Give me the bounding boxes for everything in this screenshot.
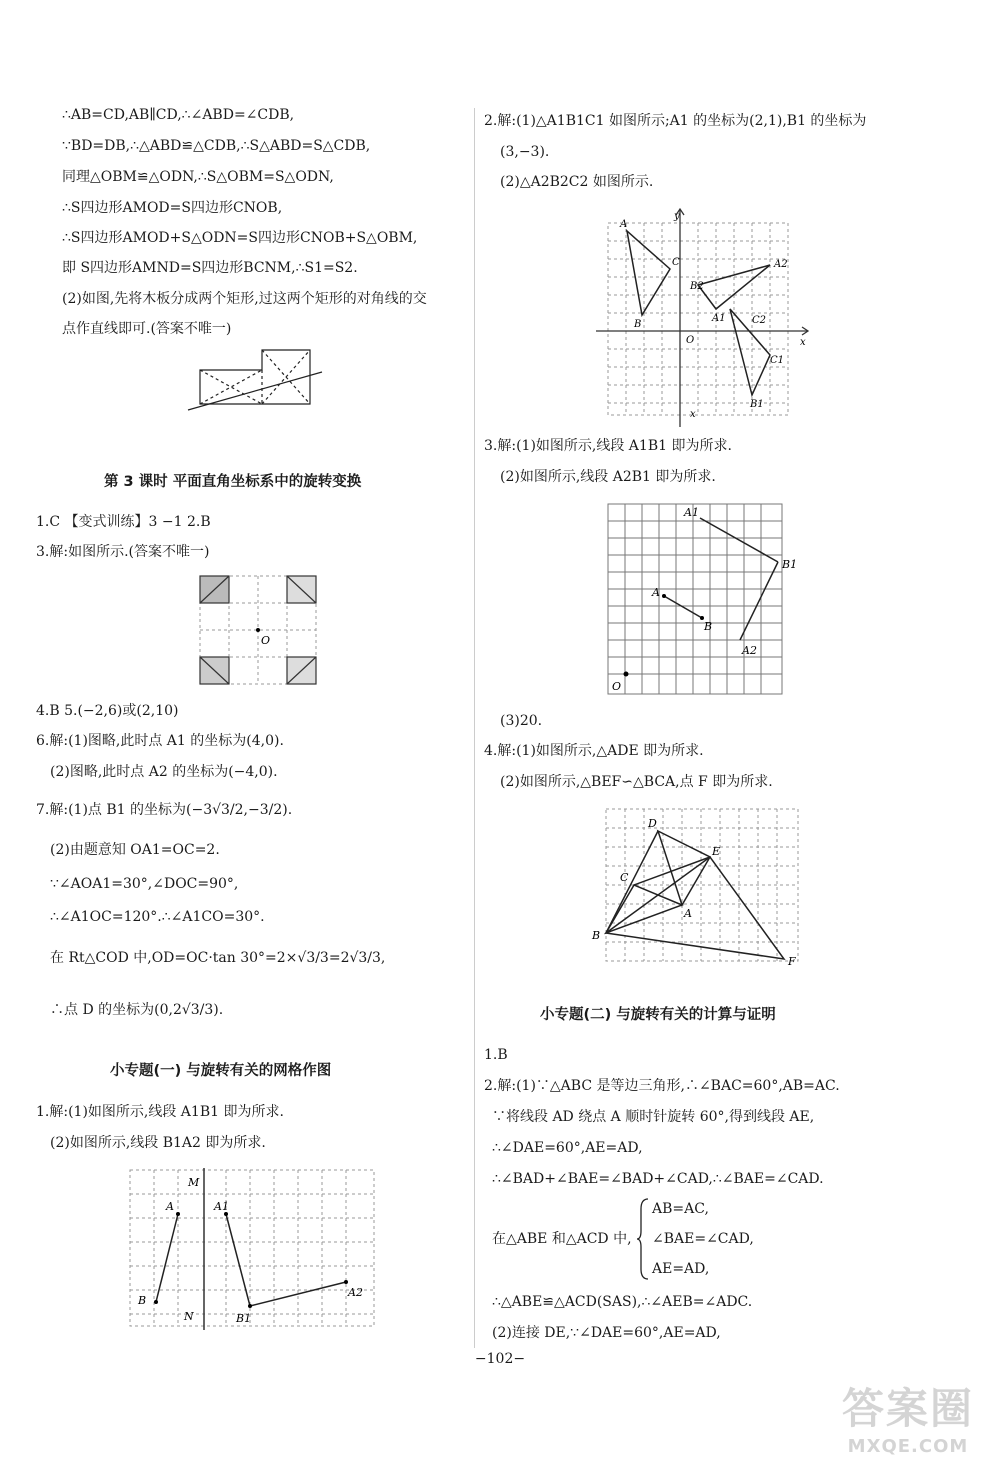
right-text-line: ∵将线段 AD 绕点 A 顺时针旋转 60°,得到线段 AE, [492,1109,815,1125]
label-A2: A2 [774,259,788,270]
right-text-line: 2.解:(1)△A1B1C1 如图所示;A1 的坐标为(2,1),B1 的坐标为 [484,113,867,129]
right-text-line: (2)如图所示,线段 A2B1 即为所求. [500,469,716,485]
right-text-line: 在△ABE 和△ACD 中, [492,1231,632,1247]
label-C1: C1 [770,355,785,366]
right-text-line: (2)△A2B2C2 如图所示. [500,174,654,190]
label-A1: A1 [214,1200,229,1213]
label-F: F [788,955,796,968]
label-B: B [138,1294,147,1307]
left-text-line: (2)如图,先将木板分成两个矩形,过这两个矩形的对角线的交 [62,291,427,307]
left-text-line: (2)图略,此时点 A2 的坐标为(−4,0). [50,764,278,780]
figure-similar-triangles [590,805,802,971]
left-text-line: 1.C 【变式训练】3 −1 2.B [36,514,211,530]
left-text-line: ∵BD=DB,∴△ABD≌△CDB,∴S△ABD=S△CDB, [62,138,371,154]
left-text-line: ∵∠AOA1=30°,∠DOC=90°, [50,876,239,892]
left-text-line: 点作直线即可.(答案不唯一) [62,321,232,337]
right-text-line: ∴∠DAE=60°,AE=AD, [492,1140,643,1156]
label-N: N [184,1310,194,1323]
topic-heading-1: 小专题(一) 与旋转有关的网格作图 [110,1063,332,1079]
label-A: A [166,1200,174,1213]
figure-grid-segments [126,1166,378,1332]
label-A: A [684,907,692,920]
lesson-heading: 第 3 课时 平面直角坐标系中的旋转变换 [104,474,362,490]
axis-y: y [674,211,680,222]
right-text-line: (2)如图所示,△BEF∽△BCA,点 F 即为所求. [500,774,773,790]
axis-label-x: x [690,409,696,420]
label-B1: B1 [782,558,798,571]
right-text-line: AE=AD, [652,1261,710,1277]
label-E: E [712,845,721,858]
label-B1: B1 [750,399,764,410]
left-text-line: 6.解:(1)图略,此时点 A1 的坐标为(4,0). [36,733,284,749]
column-divider [474,108,475,1348]
left-text-line: ∴∠A1OC=120°.∴∠A1CO=30°. [50,909,265,925]
right-text-line: ∴∠BAD+∠BAE=∠BAD+∠CAD,∴∠BAE=∠CAD. [492,1171,824,1187]
left-text-line: 在 Rt△COD 中,OD=OC·tan 30°=2×√3/3=2√3/3, [50,950,386,966]
right-text-line: ∠BAE=∠CAD, [652,1231,754,1247]
label-B1: B1 [236,1312,252,1325]
left-text-line: ∴S四边形AMOD=S四边形CNOB, [62,200,283,216]
label-C2: C2 [752,315,767,326]
left-text-line: (2)如图所示,线段 B1A2 即为所求. [50,1135,266,1151]
label-C: C [672,257,680,268]
right-text-line: (2)连接 DE,∵∠DAE=60°,AE=AD, [492,1325,721,1341]
label-B: B [592,929,601,942]
left-text-line: 7.解:(1)点 B1 的坐标为(−3√3/2,−3/2). [36,802,293,818]
label-B: B [634,319,642,330]
label-C: C [620,871,629,884]
left-text-line: 同理△OBM≌△ODN,∴S△OBM=S△ODN, [62,169,334,185]
watermark [842,1376,974,1457]
label-B2: B2 [690,281,704,292]
right-text-line: 2.解:(1)∵△ABC 是等边三角形,∴∠BAC=60°,AB=AC. [484,1078,840,1094]
left-text-line: 4.B 5.(−2,6)或(2,10) [36,703,179,719]
label-A: A [652,586,660,599]
figure-rotated-squares [196,572,321,688]
right-text-line: (3)20. [500,713,543,729]
watermark-logo-text: 答案圈 [841,1384,974,1433]
left-text-line: ∴AB=CD,AB∥CD,∴∠ABD=∠CDB, [62,107,295,123]
topic-heading-2: 小专题(二) 与旋转有关的计算与证明 [540,1007,776,1023]
label-A: A [620,219,628,230]
right-text-line: 4.解:(1)如图所示,△ADE 即为所求. [484,743,704,759]
figure-grid-rotation [600,498,798,700]
label-A2: A2 [348,1286,363,1299]
left-text-line: 1.解:(1)如图所示,线段 A1B1 即为所求. [36,1104,284,1120]
label-M: M [188,1176,200,1189]
label-A1: A1 [712,313,726,324]
axis-x: x [800,337,806,348]
left-text-line: 3.解:如图所示.(答案不唯一) [36,544,210,560]
right-text-line: (3,−3). [500,144,550,160]
label-O: O [261,634,271,647]
right-text-line: 1.B [484,1047,508,1063]
label-O: O [612,680,622,693]
label-B: B [704,620,713,633]
figure-board-rectangles [190,342,330,424]
right-text-line: 3.解:(1)如图所示,线段 A1B1 即为所求. [484,438,732,454]
origin-O: O [686,335,695,346]
system-brace [636,1197,650,1281]
left-text-line: ∴点 D 的坐标为(0,2√3/3). [50,1002,224,1018]
label-D: D [648,817,657,830]
figure-coordinate-triangles [594,205,816,429]
watermark-site: MXQE.COM [847,1436,969,1457]
right-text-line: AB=AC, [652,1201,709,1217]
label-A2: A2 [742,644,757,657]
right-text-line: ∴△ABE≌△ACD(SAS),∴∠AEB=∠ADC. [492,1294,753,1310]
label-A1: A1 [684,506,699,519]
left-text-line: ∴S四边形AMOD+S△ODN=S四边形CNOB+S△OBM, [62,230,418,246]
left-text-line: 即 S四边形AMND=S四边形BCNM,∴S1=S2. [62,260,358,276]
page-number: −102− [474,1351,526,1367]
left-text-line: (2)由题意知 OA1=OC=2. [50,842,220,858]
